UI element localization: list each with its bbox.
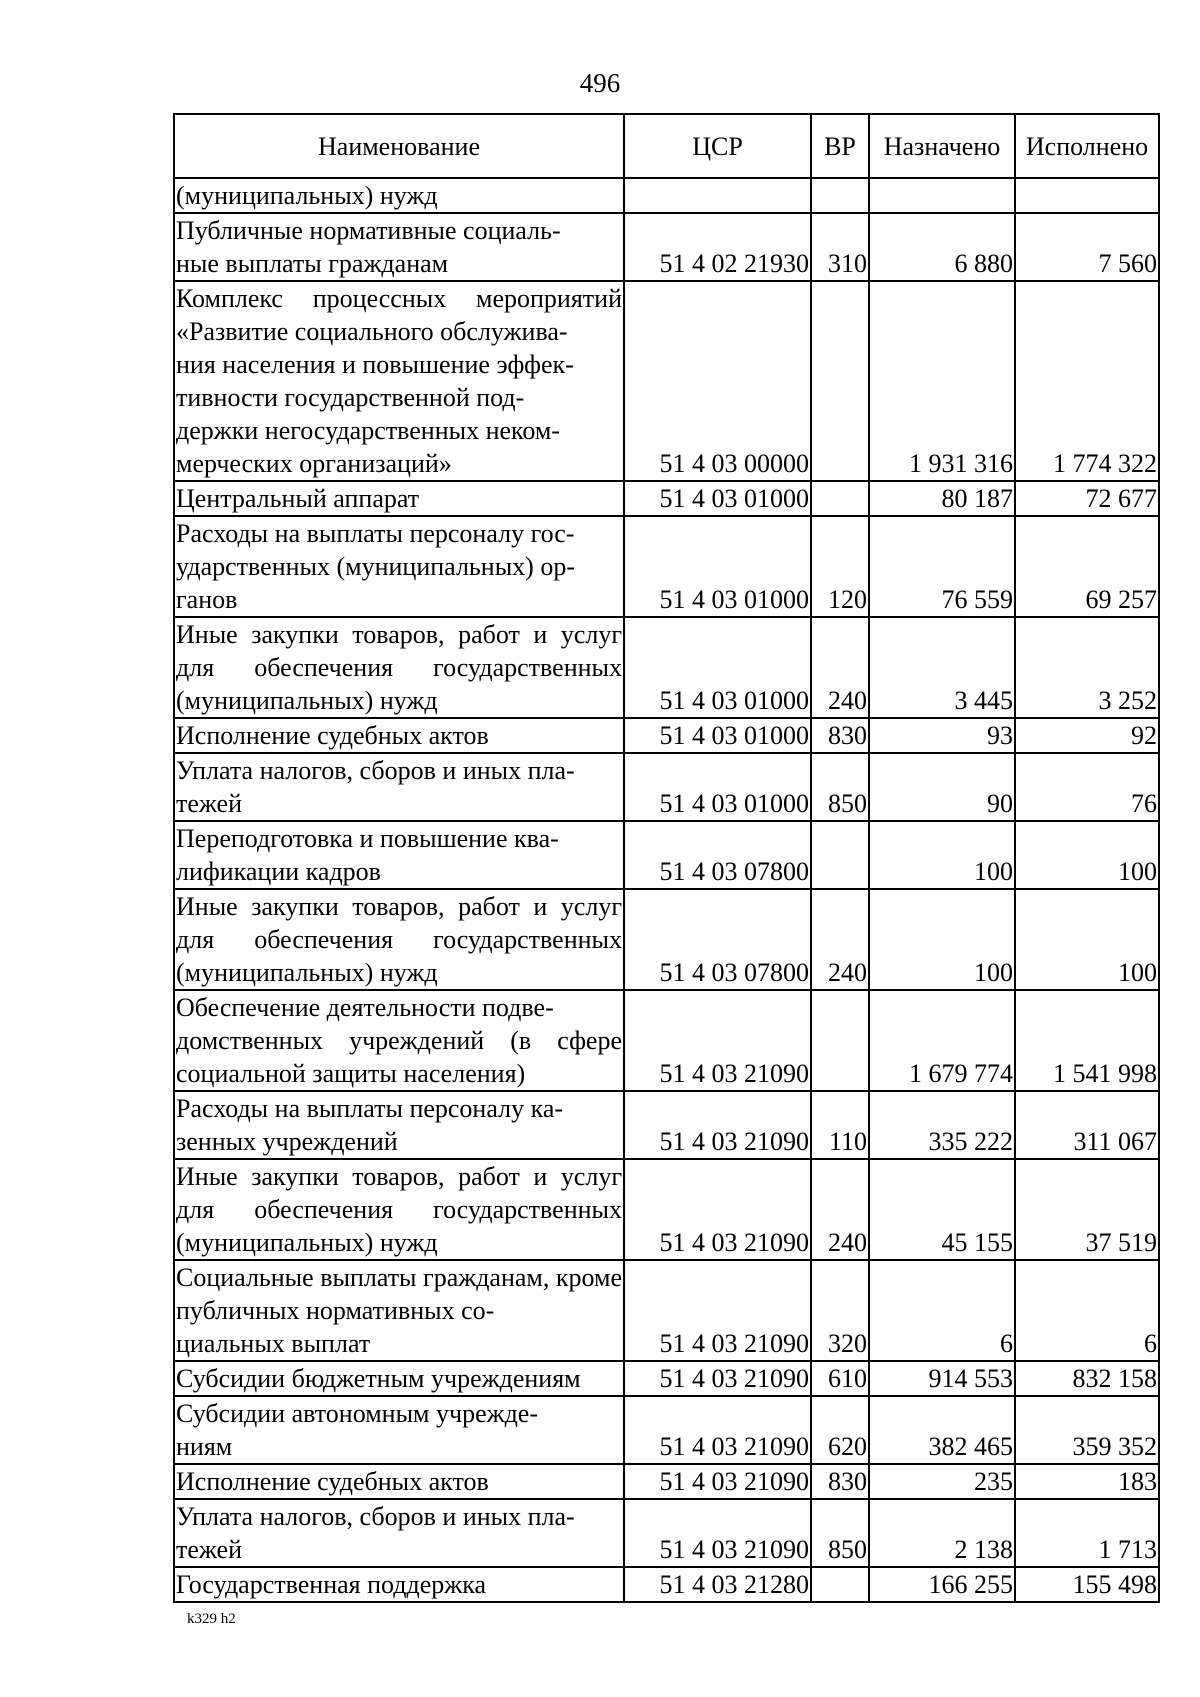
row-name-cell: Уплата налогов, сборов и иных пла- тежей: [174, 1499, 624, 1567]
row-csr-cell: 51 4 03 21090: [624, 1091, 811, 1159]
row-name-cell: Исполнение судебных актов: [174, 1464, 624, 1499]
row-assigned-cell: 3 445: [869, 617, 1015, 718]
row-executed-cell: 3 252: [1015, 617, 1159, 718]
row-executed-cell: [1015, 178, 1159, 213]
row-vr-cell: [811, 178, 869, 213]
row-name-cell: Центральный аппарат: [174, 481, 624, 516]
row-executed-cell: 100: [1015, 889, 1159, 990]
row-name-cell: Уплата налогов, сборов и иных пла- тежей: [174, 753, 624, 821]
table-row: [174, 281, 1159, 481]
row-assigned-cell: 2 138: [869, 1499, 1015, 1567]
row-assigned-cell: 914 553: [869, 1361, 1015, 1396]
row-vr-cell: 240: [811, 1159, 869, 1260]
row-vr-cell: 620: [811, 1396, 869, 1464]
row-csr-cell: 51 4 03 01000: [624, 516, 811, 617]
row-csr-cell: 51 4 03 01000: [624, 617, 811, 718]
table-row: [174, 1499, 1159, 1567]
row-assigned-cell: 45 155: [869, 1159, 1015, 1260]
row-vr-cell: [811, 1567, 869, 1602]
document-code: k329 h2: [187, 1611, 236, 1627]
table-row: [174, 1260, 1159, 1361]
row-assigned-cell: 100: [869, 889, 1015, 990]
row-executed-cell: 1 713: [1015, 1499, 1159, 1567]
column-header-executed: Исполнено: [1015, 114, 1159, 178]
row-name-cell: Исполнение судебных актов: [174, 718, 624, 753]
row-name-cell: Публичные нормативные социаль- ные выплаты гражданам: [174, 213, 624, 281]
budget-table: [173, 113, 1160, 1603]
row-vr-cell: 240: [811, 617, 869, 718]
page-number: 496: [579, 68, 621, 98]
table-row: [174, 753, 1159, 821]
row-vr-cell: [811, 281, 869, 481]
row-csr-cell: 51 4 03 01000: [624, 481, 811, 516]
table-row: [174, 1091, 1159, 1159]
row-vr-cell: 610: [811, 1361, 869, 1396]
row-csr-cell: 51 4 03 21090: [624, 1260, 811, 1361]
row-vr-cell: 320: [811, 1260, 869, 1361]
row-assigned-cell: 90: [869, 753, 1015, 821]
row-name-cell: Субсидии автономным учрежде- ниям: [174, 1396, 624, 1464]
row-csr-cell: 51 4 03 01000: [624, 753, 811, 821]
row-executed-cell: 183: [1015, 1464, 1159, 1499]
row-assigned-cell: 335 222: [869, 1091, 1015, 1159]
row-name-cell: Социальные выплаты гражданам, кроме публичных нормативных со- циальных выплат: [174, 1260, 624, 1361]
row-assigned-cell: 1 931 316: [869, 281, 1015, 481]
row-executed-cell: 76: [1015, 753, 1159, 821]
table-row: [174, 1159, 1159, 1260]
row-assigned-cell: 235: [869, 1464, 1015, 1499]
row-csr-cell: 51 4 03 21090: [624, 1499, 811, 1567]
row-vr-cell: 830: [811, 1464, 869, 1499]
table-row: [174, 990, 1159, 1091]
table-body: [174, 178, 1159, 1602]
table-row: [174, 889, 1159, 990]
row-name-cell: Субсидии бюджетным учреждениям: [174, 1361, 624, 1396]
table-row: [174, 718, 1159, 753]
row-vr-cell: 310: [811, 213, 869, 281]
row-csr-cell: 51 4 03 21090: [624, 990, 811, 1091]
row-vr-cell: 850: [811, 1499, 869, 1567]
table-row: [174, 178, 1159, 213]
row-assigned-cell: 1 679 774: [869, 990, 1015, 1091]
row-executed-cell: 6: [1015, 1260, 1159, 1361]
row-csr-cell: 51 4 03 00000: [624, 281, 811, 481]
row-name-cell: Государственная поддержка: [174, 1567, 624, 1602]
row-name-cell: Иные закупки товаров, работ и услуг для обеспечения государственных (муниципальных) нужд: [174, 889, 624, 990]
row-executed-cell: 69 257: [1015, 516, 1159, 617]
table-row: [174, 1464, 1159, 1499]
row-assigned-cell: 166 255: [869, 1567, 1015, 1602]
row-csr-cell: 51 4 03 07800: [624, 821, 811, 889]
row-name-cell: Комплекс процессных мероприятий «Развитие социального обслужива- ния населения и повышение эффек- тивности государственной под- держки негосударственных неком- мерческих организаций»: [174, 281, 624, 481]
row-csr-cell: 51 4 03 07800: [624, 889, 811, 990]
row-csr-cell: 51 4 03 21090: [624, 1361, 811, 1396]
row-vr-cell: 120: [811, 516, 869, 617]
row-name-cell: Расходы на выплаты персоналу гос- ударственных (муниципальных) ор- ганов: [174, 516, 624, 617]
table-row: [174, 1567, 1159, 1602]
row-vr-cell: 850: [811, 753, 869, 821]
row-name-cell: (муниципальных) нужд: [174, 178, 624, 213]
row-executed-cell: 7 560: [1015, 213, 1159, 281]
row-assigned-cell: [869, 178, 1015, 213]
row-vr-cell: 240: [811, 889, 869, 990]
column-header-assigned: Назначено: [869, 114, 1015, 178]
row-vr-cell: 830: [811, 718, 869, 753]
row-csr-cell: 51 4 03 21090: [624, 1159, 811, 1260]
table-row: [174, 1396, 1159, 1464]
row-vr-cell: [811, 481, 869, 516]
table-header-row: [174, 114, 1159, 178]
row-assigned-cell: 6 880: [869, 213, 1015, 281]
row-csr-cell: 51 4 02 21930: [624, 213, 811, 281]
row-name-cell: Иные закупки товаров, работ и услуг для обеспечения государственных (муниципальных) нужд: [174, 617, 624, 718]
row-assigned-cell: 76 559: [869, 516, 1015, 617]
table-row: [174, 821, 1159, 889]
column-header-vr: ВР: [811, 114, 869, 178]
row-vr-cell: [811, 990, 869, 1091]
column-header-csr: ЦСР: [624, 114, 811, 178]
row-executed-cell: 100: [1015, 821, 1159, 889]
row-executed-cell: 359 352: [1015, 1396, 1159, 1464]
row-csr-cell: 51 4 03 01000: [624, 718, 811, 753]
row-assigned-cell: 6: [869, 1260, 1015, 1361]
column-header-name: Наименование: [174, 114, 624, 178]
row-csr-cell: 51 4 03 21090: [624, 1396, 811, 1464]
row-assigned-cell: 100: [869, 821, 1015, 889]
row-vr-cell: 110: [811, 1091, 869, 1159]
table-row: [174, 1361, 1159, 1396]
row-name-cell: Расходы на выплаты персоналу ка- зенных учреждений: [174, 1091, 624, 1159]
row-vr-cell: [811, 821, 869, 889]
table-row: [174, 617, 1159, 718]
row-name-cell: Иные закупки товаров, работ и услуг для обеспечения государственных (муниципальных) нужд: [174, 1159, 624, 1260]
row-executed-cell: 311 067: [1015, 1091, 1159, 1159]
row-csr-cell: 51 4 03 21280: [624, 1567, 811, 1602]
row-executed-cell: 92: [1015, 718, 1159, 753]
row-name-cell: Обеспечение деятельности подве- домственных учреждений (в сфере социальной защиты населения): [174, 990, 624, 1091]
table-row: [174, 213, 1159, 281]
row-executed-cell: 1 541 998: [1015, 990, 1159, 1091]
row-csr-cell: [624, 178, 811, 213]
row-executed-cell: 72 677: [1015, 481, 1159, 516]
row-executed-cell: 155 498: [1015, 1567, 1159, 1602]
row-csr-cell: 51 4 03 21090: [624, 1464, 811, 1499]
row-assigned-cell: 93: [869, 718, 1015, 753]
table-row: [174, 516, 1159, 617]
row-name-cell: Переподготовка и повышение ква- лификации кадров: [174, 821, 624, 889]
row-executed-cell: 832 158: [1015, 1361, 1159, 1396]
row-assigned-cell: 382 465: [869, 1396, 1015, 1464]
row-assigned-cell: 80 187: [869, 481, 1015, 516]
row-executed-cell: 1 774 322: [1015, 281, 1159, 481]
row-executed-cell: 37 519: [1015, 1159, 1159, 1260]
table-row: [174, 481, 1159, 516]
